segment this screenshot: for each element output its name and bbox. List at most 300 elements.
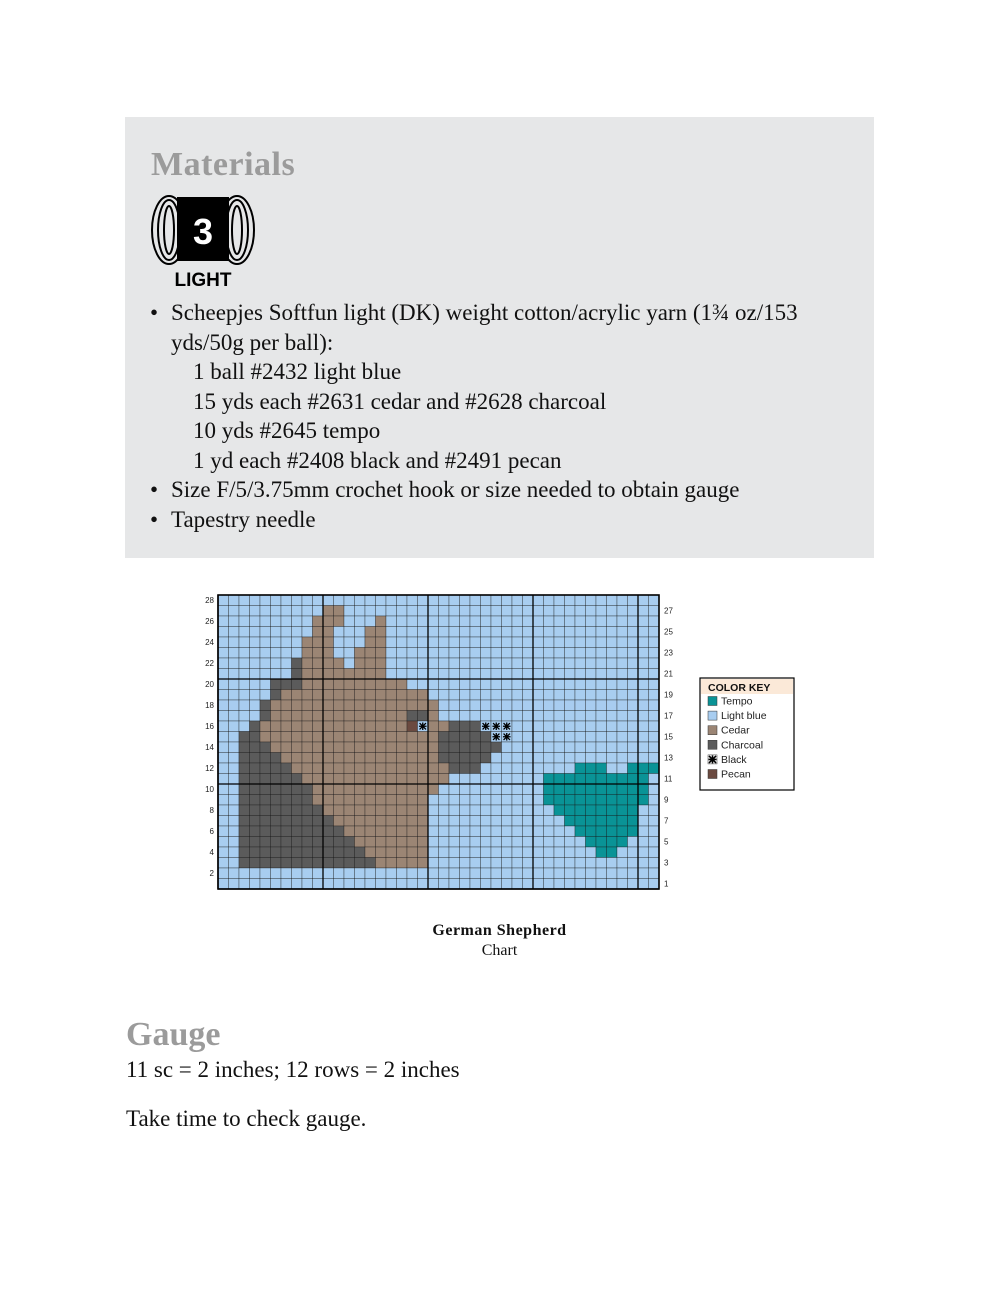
chart-cell	[229, 868, 240, 879]
chart-cell	[281, 648, 292, 659]
chart-cell	[229, 627, 240, 638]
chart-cell	[334, 763, 345, 774]
chart-cell	[638, 826, 649, 837]
chart-cell	[481, 658, 492, 669]
chart-cell	[365, 868, 376, 879]
chart-cell	[544, 837, 555, 848]
chart-cell	[470, 816, 481, 827]
chart-cell	[544, 669, 555, 680]
chart-cell	[523, 606, 534, 617]
chart-cell	[638, 868, 649, 879]
chart-cell	[481, 711, 492, 722]
chart-cell	[575, 753, 586, 764]
chart-cell	[428, 679, 439, 690]
chart-cell	[481, 669, 492, 680]
chart-cell	[460, 753, 471, 764]
chart-cell	[628, 847, 639, 858]
chart-cell	[565, 711, 576, 722]
chart-cell	[365, 753, 376, 764]
chart-cell	[628, 732, 639, 743]
chart-cell	[554, 826, 565, 837]
chart-cell	[512, 858, 523, 869]
chart-cell	[617, 868, 628, 879]
chart-cell	[302, 606, 313, 617]
chart-cell	[523, 658, 534, 669]
chart-cell	[271, 637, 282, 648]
chart-cell	[554, 595, 565, 606]
chart-cell	[575, 732, 586, 743]
chart-cell	[439, 879, 450, 890]
chart-cell	[428, 847, 439, 858]
chart-cell	[281, 795, 292, 806]
chart-cell	[575, 721, 586, 732]
row-label-right: 27	[664, 606, 673, 616]
chart-cell	[575, 826, 586, 837]
chart-cell	[313, 648, 324, 659]
chart-cell	[449, 606, 460, 617]
chart-cell	[481, 742, 492, 753]
chart-cell	[302, 774, 313, 785]
chart-cell	[596, 721, 607, 732]
chart-cell	[323, 868, 334, 879]
chart-cell	[523, 679, 534, 690]
chart-cell	[281, 774, 292, 785]
chart-cell	[397, 868, 408, 879]
chart-cell	[502, 742, 513, 753]
chart-cell	[344, 721, 355, 732]
chart-cell	[271, 658, 282, 669]
row-label-right: 1	[664, 879, 669, 889]
chart-cell	[638, 732, 649, 743]
chart-cell	[596, 648, 607, 659]
chart-cell	[386, 868, 397, 879]
chart-cell	[575, 868, 586, 879]
chart-cell	[533, 679, 544, 690]
gauge-title: Gauge	[126, 1016, 221, 1053]
chart-cell	[323, 721, 334, 732]
chart-cell	[365, 669, 376, 680]
chart-cell	[386, 721, 397, 732]
chart-cell	[617, 837, 628, 848]
chart-cell	[428, 711, 439, 722]
black-stitch-mark	[503, 733, 511, 741]
chart-cell	[554, 669, 565, 680]
chart-cell	[260, 690, 271, 701]
chart-cell	[439, 658, 450, 669]
chart-cell	[586, 774, 597, 785]
row-label-left: 2	[209, 868, 214, 878]
chart-cell	[617, 616, 628, 627]
chart-cell	[355, 606, 366, 617]
chart-cell	[628, 690, 639, 701]
gauge-note: Take time to check gauge.	[126, 1106, 367, 1131]
chart-cell	[439, 711, 450, 722]
materials-item-needle	[150, 505, 850, 535]
chart-cell	[292, 868, 303, 879]
chart-cell	[565, 879, 576, 890]
chart-cell	[386, 784, 397, 795]
chart-cell	[544, 595, 555, 606]
chart-cell	[649, 627, 660, 638]
chart-cell	[302, 595, 313, 606]
chart-cell	[491, 595, 502, 606]
chart-cell	[302, 637, 313, 648]
black-stitch-mark	[419, 722, 427, 730]
chart-cell	[575, 837, 586, 848]
chart-cell	[449, 805, 460, 816]
chart-cell	[617, 721, 628, 732]
chart-cell	[544, 648, 555, 659]
chart-cell	[649, 721, 660, 732]
chart-cell	[302, 658, 313, 669]
chart-cell	[449, 858, 460, 869]
chart-cell	[638, 721, 649, 732]
chart-cell	[239, 774, 250, 785]
chart-cell	[586, 690, 597, 701]
chart-cell	[449, 711, 460, 722]
chart-cell	[355, 753, 366, 764]
chart-cell	[418, 868, 429, 879]
chart-cell	[533, 721, 544, 732]
chart-cell	[355, 879, 366, 890]
chart-cell	[281, 732, 292, 743]
chart-cell	[365, 606, 376, 617]
chart-cell	[617, 805, 628, 816]
chart-cell	[649, 616, 660, 627]
chart-cell	[344, 868, 355, 879]
chart-cell	[376, 742, 387, 753]
chart-cell	[292, 658, 303, 669]
chart-cell	[250, 816, 261, 827]
chart-cell	[449, 868, 460, 879]
chart-cell	[575, 858, 586, 869]
chart-cell	[617, 847, 628, 858]
chart-cell	[470, 648, 481, 659]
chart-cell	[502, 826, 513, 837]
chart-cell	[292, 742, 303, 753]
black-stitch-mark	[492, 722, 500, 730]
chart-cell	[281, 627, 292, 638]
chart-cell	[628, 858, 639, 869]
chart-cell	[481, 700, 492, 711]
yarn-text: Scheepjes Softfun light (DK) weight cotton/acrylic yarn (1¾ oz/153	[171, 300, 798, 325]
chart-cell	[628, 606, 639, 617]
german-shepherd-chart	[195, 588, 805, 898]
chart-cell	[575, 637, 586, 648]
chart-cell	[323, 805, 334, 816]
chart-cell	[596, 837, 607, 848]
chart-cell	[449, 658, 460, 669]
chart-cell	[239, 742, 250, 753]
chart-cell	[554, 847, 565, 858]
chart-cell	[491, 795, 502, 806]
chart-cell	[575, 742, 586, 753]
chart-cell	[418, 732, 429, 743]
chart-cell	[607, 606, 618, 617]
chart-cell	[229, 837, 240, 848]
chart-cell	[628, 742, 639, 753]
chart-cell	[596, 742, 607, 753]
chart-cell	[554, 690, 565, 701]
chart-cell	[617, 826, 628, 837]
legend-swatch-cedar	[708, 726, 717, 735]
chart-cell	[271, 774, 282, 785]
chart-cell	[365, 637, 376, 648]
chart-cell	[460, 805, 471, 816]
chart-cell	[586, 805, 597, 816]
chart-cell	[292, 784, 303, 795]
chart-cell	[271, 732, 282, 743]
chart-cell	[428, 721, 439, 732]
chart-cell	[418, 616, 429, 627]
chart-cell	[544, 690, 555, 701]
chart-cell	[575, 690, 586, 701]
chart-cell	[470, 669, 481, 680]
chart-cell	[649, 879, 660, 890]
chart-cell	[533, 868, 544, 879]
chart-cell	[229, 858, 240, 869]
chart-cell	[481, 648, 492, 659]
chart-cell	[376, 826, 387, 837]
chart-cell	[586, 826, 597, 837]
chart-cell	[491, 648, 502, 659]
chart-cell	[554, 679, 565, 690]
legend-label: Pecan	[721, 768, 751, 781]
chart-cell	[512, 795, 523, 806]
chart-cell	[229, 763, 240, 774]
chart-cell	[628, 816, 639, 827]
chart-cell	[512, 658, 523, 669]
chart-cell	[386, 879, 397, 890]
chart-cell	[638, 784, 649, 795]
row-label-right: 13	[664, 753, 673, 763]
chart-cell	[544, 606, 555, 617]
row-label-left: 18	[205, 700, 214, 710]
chart-cell	[544, 753, 555, 764]
chart-cell	[523, 700, 534, 711]
chart-cell	[344, 816, 355, 827]
chart-cell	[565, 648, 576, 659]
chart-cell	[554, 805, 565, 816]
row-label-right: 11	[664, 774, 673, 784]
chart-cell	[397, 763, 408, 774]
chart-cell	[334, 837, 345, 848]
chart-cell	[365, 616, 376, 627]
chart-cell	[260, 700, 271, 711]
chart-cell	[617, 690, 628, 701]
chart-cell	[607, 679, 618, 690]
chart-cell	[586, 606, 597, 617]
chart-cell	[397, 700, 408, 711]
chart-cell	[439, 753, 450, 764]
chart-cell	[512, 721, 523, 732]
chart-cell	[596, 616, 607, 627]
chart-cell	[407, 858, 418, 869]
chart-cell	[397, 721, 408, 732]
chart-cell	[586, 858, 597, 869]
chart-cell	[481, 805, 492, 816]
chart-cell	[281, 658, 292, 669]
chart-cell	[355, 658, 366, 669]
chart-cell	[281, 868, 292, 879]
chart-cell	[344, 627, 355, 638]
chart-cell	[481, 595, 492, 606]
chart-cell	[218, 879, 229, 890]
chart-cell	[239, 879, 250, 890]
chart-cell	[596, 816, 607, 827]
chart-cell	[292, 606, 303, 617]
chart-cell	[491, 637, 502, 648]
chart-cell	[386, 742, 397, 753]
chart-cell	[575, 847, 586, 858]
chart-cell	[449, 763, 460, 774]
chart-cell	[491, 837, 502, 848]
chart-cell	[365, 826, 376, 837]
chart-cell	[607, 690, 618, 701]
chart-cell	[565, 690, 576, 701]
chart-cell	[365, 648, 376, 659]
chart-cell	[544, 795, 555, 806]
chart-cell	[334, 805, 345, 816]
chart-cell	[418, 763, 429, 774]
chart-cell	[502, 858, 513, 869]
chart-cell	[460, 858, 471, 869]
chart-cell	[523, 805, 534, 816]
chart-cell	[460, 868, 471, 879]
chart-cell	[575, 606, 586, 617]
chart-cell	[250, 690, 261, 701]
chart-cell	[439, 721, 450, 732]
chart-cell	[302, 763, 313, 774]
chart-cell	[365, 879, 376, 890]
chart-cell	[628, 627, 639, 638]
legend-swatch-tempo	[708, 697, 717, 706]
chart-cell	[533, 847, 544, 858]
chart-cell	[281, 858, 292, 869]
row-label-right: 23	[664, 648, 673, 658]
chart-cell	[418, 700, 429, 711]
chart-cell	[323, 711, 334, 722]
chart-cell	[260, 711, 271, 722]
chart-cell	[229, 616, 240, 627]
chart-cell	[428, 627, 439, 638]
chart-cell	[617, 627, 628, 638]
chart-cell	[439, 742, 450, 753]
chart-cell	[554, 868, 565, 879]
chart-cell	[271, 721, 282, 732]
chart-cell	[607, 711, 618, 722]
chart-cell	[649, 690, 660, 701]
chart-cell	[586, 648, 597, 659]
chart-cell	[271, 742, 282, 753]
chart-cell	[523, 637, 534, 648]
chart-cell	[470, 732, 481, 743]
chart-cell	[334, 616, 345, 627]
chart-cell	[218, 847, 229, 858]
chart-cell	[554, 721, 565, 732]
chart-cell	[344, 690, 355, 701]
chart-cell	[628, 763, 639, 774]
chart-cell	[323, 637, 334, 648]
chart-cell	[386, 679, 397, 690]
chart-cell	[575, 595, 586, 606]
chart-cell	[512, 742, 523, 753]
chart-cell	[533, 690, 544, 701]
chart-cell	[218, 658, 229, 669]
chart-cell	[449, 816, 460, 827]
chart-cell	[260, 595, 271, 606]
chart-cell	[491, 879, 502, 890]
chart-cell	[281, 753, 292, 764]
chart-cell	[649, 847, 660, 858]
chart-cell	[502, 711, 513, 722]
chart-cell	[323, 616, 334, 627]
chart-cell	[344, 837, 355, 848]
chart-cell	[460, 826, 471, 837]
chart-cell	[407, 742, 418, 753]
chart-cell	[481, 847, 492, 858]
chart-cell	[250, 795, 261, 806]
chart-cell	[260, 732, 271, 743]
chart-cell	[439, 826, 450, 837]
chart-cell	[544, 847, 555, 858]
chart-cell	[397, 637, 408, 648]
chart-cell	[355, 732, 366, 743]
chart-cell	[628, 721, 639, 732]
chart-cell	[554, 732, 565, 743]
chart-cell	[365, 627, 376, 638]
chart-cell	[470, 837, 481, 848]
chart-cell	[554, 879, 565, 890]
chart-cell	[376, 627, 387, 638]
chart-cell	[313, 805, 324, 816]
chart-cell	[292, 711, 303, 722]
chart-cell	[292, 753, 303, 764]
chart-cell	[355, 616, 366, 627]
chart-cell	[239, 826, 250, 837]
chart-cell	[376, 700, 387, 711]
chart-cell	[523, 763, 534, 774]
chart-cell	[565, 816, 576, 827]
chart-cell	[407, 700, 418, 711]
chart-cell	[575, 879, 586, 890]
chart-cell	[460, 658, 471, 669]
chart-cell	[565, 742, 576, 753]
chart-cell	[617, 753, 628, 764]
chart-cell	[523, 742, 534, 753]
chart-cell	[376, 711, 387, 722]
chart-cell	[523, 627, 534, 638]
chart-cell	[313, 816, 324, 827]
chart-cell	[250, 847, 261, 858]
chart-cell	[607, 658, 618, 669]
chart-cell	[607, 816, 618, 827]
chart-cell	[418, 826, 429, 837]
chart-cell	[313, 669, 324, 680]
chart-cell	[281, 606, 292, 617]
chart-cell	[229, 784, 240, 795]
chart-cell	[628, 879, 639, 890]
chart-cell	[533, 711, 544, 722]
chart-cell	[239, 763, 250, 774]
chart-cell	[638, 774, 649, 785]
chart-cell	[344, 700, 355, 711]
chart-cell	[439, 669, 450, 680]
chart-cell	[544, 879, 555, 890]
chart-cell	[628, 711, 639, 722]
chart-cell	[292, 774, 303, 785]
chart-cell	[323, 774, 334, 785]
